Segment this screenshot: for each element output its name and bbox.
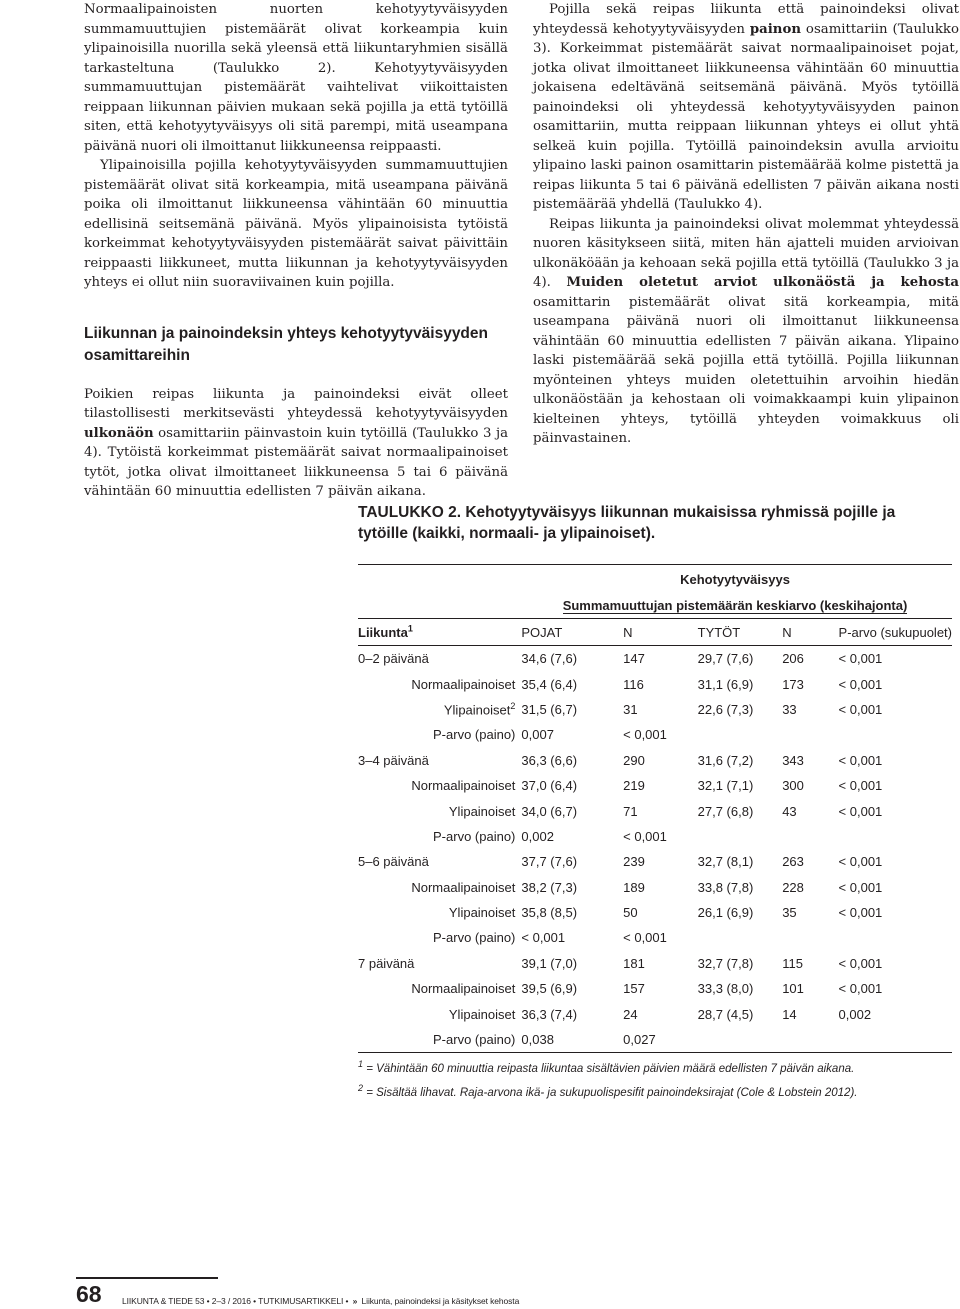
table-body bbox=[358, 619, 952, 1053]
table-row bbox=[358, 748, 952, 773]
table-cell: 0,007 bbox=[521, 727, 554, 743]
table-cell: 36,3 (6,6) bbox=[521, 752, 578, 768]
table-cell: 101 bbox=[782, 981, 804, 997]
table-cell: < 0,001 bbox=[838, 651, 883, 667]
table-row bbox=[358, 1027, 952, 1053]
table-cell: 33,8 (7,8) bbox=[697, 879, 754, 895]
table-cell: < 0,001 bbox=[838, 676, 883, 692]
table-cell: 31,6 (7,2) bbox=[697, 752, 754, 768]
row-label: Normaalipainoiset bbox=[411, 778, 516, 794]
table-cell: 22,6 (7,3) bbox=[697, 701, 754, 717]
table-cell: 239 bbox=[623, 854, 645, 870]
table-cell: 33,3 (8,0) bbox=[697, 981, 754, 997]
footer-rule bbox=[76, 1277, 218, 1279]
table-cell: 228 bbox=[782, 879, 804, 895]
table-cell: 35,8 (8,5) bbox=[521, 905, 578, 921]
table-note: $^2$ = Sisältää lihavat. Raja-arvona ikä- ja sukupuolispesifit painoindeksirajat (Cole & Lobstein 2012). bbox=[358, 1082, 858, 1099]
table-cell: 147 bbox=[623, 651, 645, 667]
left-column bbox=[84, 0, 508, 502]
table-cell: 43 bbox=[782, 803, 797, 819]
row-label: P-arvo (paino) bbox=[358, 1027, 521, 1053]
column-header: N bbox=[782, 619, 838, 646]
row-label: P-arvo (paino) bbox=[433, 930, 516, 946]
double-chevron-icon: » bbox=[352, 1296, 358, 1306]
table-cell: 263 bbox=[782, 854, 804, 870]
table-cell: < 0,001 bbox=[623, 828, 667, 844]
table-cell: 32,7 (8,1) bbox=[697, 854, 754, 870]
table-sub-header: Summamuuttujan pistemäärän keskiarvo (keskihajonta) bbox=[562, 598, 908, 613]
table-cell: 32,7 (7,8) bbox=[697, 955, 754, 971]
row-label: 0–2 päivänä bbox=[358, 651, 429, 667]
table-cell: 39,1 (7,0) bbox=[521, 955, 578, 971]
body-paragraph: Normaalipainoisten nuorten kehotyytyväisyyden summamuuttujien pistemäärät olivat korkeampia kuin ylipainoisilla nuorilla sekä yleensä että liikuntaryhmien sisällä tarkasteltuna (Taulukko 2). Kehotyytyväisyyden summamuuttujan pistemäärät vaihtelivat viikoittaisten reippaan liikunnan päivien mukaan sekä pojilla ja että tytöillä siten, että kehotyytyväisyys oli sitä parempi, mitä useampana päivänä nuori oli ilmoittanut liikkuneensa reippaasti. bbox=[84, 2, 508, 154]
table-cell: 29,7 (7,6) bbox=[697, 651, 754, 667]
table-cell: < 0,001 bbox=[521, 930, 566, 946]
table-cell bbox=[839, 1027, 952, 1053]
column-header: Liikunta$^1$ bbox=[358, 619, 521, 646]
table-row bbox=[358, 646, 952, 672]
table-cell: 0,002 bbox=[838, 1006, 872, 1022]
table-cell: 36,3 (7,4) bbox=[521, 1006, 578, 1022]
table-cell: 71 bbox=[623, 803, 638, 819]
table-cell: 343 bbox=[782, 752, 804, 768]
table-cell: 31 bbox=[623, 701, 638, 717]
table-cell: 115 bbox=[782, 955, 803, 971]
table-cell: 50 bbox=[623, 905, 638, 921]
table-cell bbox=[839, 824, 952, 849]
table-cell: 181 bbox=[623, 955, 645, 971]
right-column bbox=[533, 0, 959, 449]
row-label: P-arvo (paino) bbox=[433, 727, 516, 743]
table-cell: 37,0 (6,4) bbox=[521, 778, 578, 794]
table-cell: 27,7 (6,8) bbox=[697, 803, 754, 819]
table-cell: < 0,001 bbox=[838, 854, 883, 870]
table-row bbox=[358, 722, 952, 747]
row-label: Normaalipainoiset bbox=[411, 981, 516, 997]
row-label: P-arvo (paino) bbox=[433, 828, 516, 844]
table-cell bbox=[782, 925, 838, 950]
table-cell: 300 bbox=[782, 778, 804, 794]
row-label: 7 päivänä bbox=[358, 955, 415, 971]
column-header: TYTÖT bbox=[698, 619, 783, 646]
table-cell: 31,1 (6,9) bbox=[697, 676, 754, 692]
table-row bbox=[358, 849, 952, 874]
table-row bbox=[358, 697, 952, 722]
table-row bbox=[358, 773, 952, 798]
section-heading: Liikunnan ja painoindeksin yhteys kehotyytyväisyyden osamittareihin bbox=[84, 324, 488, 364]
table-cell: 157 bbox=[623, 981, 645, 997]
table-sub-header-wrap bbox=[358, 594, 952, 618]
table-cell: < 0,001 bbox=[838, 803, 883, 819]
table-cell: 34,0 (6,7) bbox=[521, 803, 578, 819]
table-cell: < 0,001 bbox=[623, 930, 667, 946]
table-cell: 28,7 (4,5) bbox=[697, 1006, 754, 1022]
row-label: Ylipainoiset bbox=[448, 1006, 516, 1022]
data-table bbox=[358, 564, 952, 1053]
page-footer bbox=[76, 1273, 960, 1309]
table-cell bbox=[698, 722, 783, 747]
table-cell bbox=[782, 1027, 838, 1053]
table-row bbox=[358, 925, 952, 950]
table-cell bbox=[839, 722, 952, 747]
table-cell bbox=[698, 1027, 783, 1053]
column-header: N bbox=[623, 619, 697, 646]
table-cell: 206 bbox=[782, 651, 804, 667]
table-cell: 0,027 bbox=[623, 1027, 697, 1053]
row-label: Ylipainoiset$^2$ bbox=[443, 701, 516, 718]
table-cell: 38,2 (7,3) bbox=[521, 879, 578, 895]
body-paragraph: Reipas liikunta ja painoindeksi olivat molemmat yhteydessä nuoren käsitykseen siitä, miten hän ajatteli muiden arvioivan ulkonäköään ja kehoaan sekä pojilla että tytöillä (Taulukko 3 ja 4). Muiden oletetut arviot ulkonäöstä ja kehosta osamittarin pistemäärät olivat sitä korkeampia, mitä useampana päivänä nuori oli ilmoittanut liikkuneensa vähintään 60 minuuttia edellisten 7 päivän aikana. Ylipaino laski pistemäärää sekä pojilla että tytöillä. Pojilla liikunnan myönteinen yhteys muiden oletettuihin arvoihin hiedän ulkonäöstään ja kehostaan oli voimakkaampi kuin ylipainon kielteinen yhteys, tytöillä yhteyden voimakkuus oli päinvastainen. bbox=[533, 216, 959, 446]
table-cell: 31,5 (6,7) bbox=[521, 701, 578, 717]
row-label: Normaalipainoiset bbox=[411, 676, 516, 692]
table-cell: 39,5 (6,9) bbox=[521, 981, 578, 997]
running-head: LIIKUNTA & TIEDE 53 • 2–3 / 2016 • TUTKIMUSARTIKKELI • » Liikunta, painoindeksi ja käsitykset kehosta bbox=[122, 1296, 520, 1306]
row-label: Normaalipainoiset bbox=[411, 879, 516, 895]
row-label: 3–4 päivänä bbox=[358, 752, 429, 768]
table-cell bbox=[698, 925, 783, 950]
table-row bbox=[358, 1001, 952, 1026]
body-paragraph: Pojilla sekä reipas liikunta että painoindeksi olivat yhteydessä kehotyytyväisyyden painon osamittariin (Taulukko 3). Korkeimmat pistemäärät saivat normaalipainoiset pojat, jotka olivat ilmoittaneet liikkuneensa vähintään 60 minuuttia jokaisena edeltävänä seitsemänä päivänä. Myös tytöillä painoindeksi oli yhteydessä kehotyytyväisyyden painon osamittariin, mutta reippaan liikunnan yhteys ei ollut yhtä selkeä kuin pojilla. Tytöillä painoindeksin avulla arvioitu ylipaino laski painon osamittarin pistemäärää kolme pistettä ja reipas liikunta 5 tai 6 päivänä edellisten 7 päivän aikana nosti pistemäärää yhdellä (Taulukko 4). bbox=[533, 2, 959, 212]
table-cell: 219 bbox=[623, 778, 645, 794]
table-cell: 35 bbox=[782, 905, 797, 921]
table-cell: 0,038 bbox=[521, 1027, 623, 1053]
table-cell: 0,002 bbox=[521, 828, 554, 844]
table-row bbox=[358, 900, 952, 925]
table-cell: < 0,001 bbox=[838, 778, 883, 794]
table-cell: < 0,001 bbox=[838, 955, 883, 971]
table-note: $^1$ = Vähintään 60 minuuttia reipasta liikuntaa sisältävien päivien määrä edellisten 7 päivän aikana. bbox=[358, 1059, 855, 1075]
body-paragraph: Ylipainoisilla pojilla kehotyytyväisyyden summamuuttujien pistemäärät olivat sitä korkeampia, mitä useampana päivänä poika oli ilmoittanut liikkuneensa vähintään 60 minuuttia edellisinä seitsemänä päivänä. Myös ylipainoisista tytöistä korkeimmat kehotyytyväisyyden pistemäärät saivat päivittäin reippaasti liikkuneet, mutta liikunnan ja kehotyytyväisyyden yhteys ei ollut niin suoraviivainen kuin pojilla. bbox=[84, 158, 508, 290]
table-cell bbox=[839, 925, 952, 950]
table-cell: < 0,001 bbox=[838, 981, 883, 997]
table-cell: 34,6 (7,6) bbox=[521, 651, 578, 667]
table-cell: 26,1 (6,9) bbox=[697, 905, 754, 921]
table-cell: 14 bbox=[782, 1006, 797, 1022]
table-cell: < 0,001 bbox=[838, 701, 883, 717]
column-header: P-arvo (sukupuolet) bbox=[839, 619, 952, 646]
table-cell bbox=[782, 722, 838, 747]
table-notes bbox=[358, 1055, 948, 1103]
row-label: Ylipainoiset bbox=[448, 803, 516, 819]
table-row bbox=[358, 824, 952, 849]
table-cell: 37,7 (7,6) bbox=[521, 854, 578, 870]
row-label: Ylipainoiset bbox=[448, 905, 516, 921]
table-cell: < 0,001 bbox=[623, 727, 667, 743]
table-cell: 189 bbox=[623, 879, 645, 895]
table-grid bbox=[358, 618, 952, 1053]
table-cell: 24 bbox=[623, 1006, 638, 1022]
table-row bbox=[358, 976, 952, 1001]
table-super-header: Kehotyytyväisyys bbox=[680, 572, 790, 587]
table-row bbox=[358, 671, 952, 696]
table-cell: 116 bbox=[623, 676, 644, 692]
table-cell: 290 bbox=[623, 752, 645, 768]
table-cell bbox=[782, 824, 838, 849]
table-header-row bbox=[358, 619, 952, 646]
table-row bbox=[358, 875, 952, 900]
table-cell: 32,1 (7,1) bbox=[697, 778, 754, 794]
table-row bbox=[358, 798, 952, 823]
table-cell: < 0,001 bbox=[838, 752, 883, 768]
table-cell: 33 bbox=[782, 701, 797, 717]
table-cell: 173 bbox=[782, 676, 804, 692]
table-cell: < 0,001 bbox=[838, 905, 883, 921]
table-row bbox=[358, 951, 952, 976]
column-header: POJAT bbox=[521, 619, 623, 646]
page-number: 68 bbox=[76, 1281, 102, 1307]
table-cell: < 0,001 bbox=[838, 879, 883, 895]
body-paragraph: Poikien reipas liikunta ja painoindeksi eivät olleet tilastollisesti merkitsevästi yhteydessä kehotyytyväisyyden ulkonäön osamittariin päinvastoin kuin tytöillä (Taulukko 3 ja 4). Tytöistä korkeimmat pistemäärät saivat normaalipainoiset tytöt, jotka olivat ilmoittaneet liikkuneensa 5 tai 6 päivänä vähintään 60 minuuttia edellisten 7 päivän aikana. bbox=[84, 386, 508, 499]
table-title: TAULUKKO 2. Kehotyytyväisyys liikunnan mukaisissa ryhmissä pojille ja tytöille (kaikki, normaali- ja ylipainoiset). bbox=[358, 504, 896, 542]
table-cell: 35,4 (6,4) bbox=[521, 676, 578, 692]
table-cell bbox=[698, 824, 783, 849]
row-label: 5–6 päivänä bbox=[358, 854, 429, 870]
